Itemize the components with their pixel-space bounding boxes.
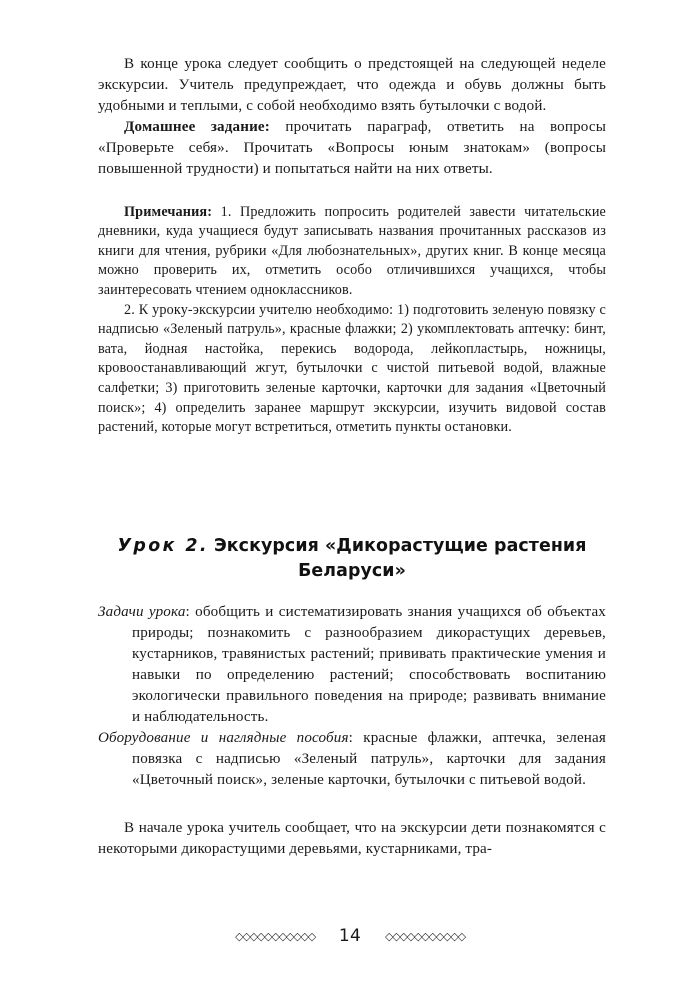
equipment-text: : красные флажки, аптечка, зеленая повязка с надписью «Зеленый патруль», карточки для задания «Цветочный поиск», зеленые карточки, бутылочки с питьевой водой. <box>132 730 606 789</box>
note-marker-2: 2. <box>124 301 135 318</box>
objectives-paragraph <box>98 602 606 729</box>
homework-label: Домашнее задание: <box>124 119 270 136</box>
closing-paragraph: В конце урока следует сообщить о предстоящей на следующей неделе экскурсии. Учитель предупреждает, что одежда и обувь должны быть удобными и теплыми, с собой необходимо взять бутылочки с водой. <box>98 56 606 115</box>
objectives-text: : обобщить и систематизировать знания учащихся об объектах природы; познакомить с разнообразием дикорастущих деревьев, кустарников, травянистых растений; прививать практические умения и навыки по определению растений; способствовать воспитанию экологически правильного поведения на природе; развивать внимание и наблюдательность. <box>132 603 606 726</box>
spacer <box>98 792 606 818</box>
note-item-2 <box>98 301 606 438</box>
objectives-label: Задачи урока <box>98 603 186 620</box>
note-item-1 <box>98 203 606 301</box>
note-marker-1: 1. <box>212 203 232 220</box>
spacer <box>98 181 606 189</box>
page-number: 14 <box>338 926 362 946</box>
lesson-heading <box>98 534 606 584</box>
notes-block <box>98 203 606 438</box>
page-footer <box>0 926 700 946</box>
homework-text: прочитать параграф, ответить на вопросы «Проверьте себя». Прочитать «Вопросы юным знатокам» (вопросы повышенной трудности) и попытаться найти на них ответы. <box>98 119 606 178</box>
note-text-2: К уроку-экскурсии учителю необходимо: 1) подготовить зеленую повязку с надписью «Зеленый патруль», красные флажки; 2) укомплектовать аптечку: бинт, вата, йодная настойка, перекись водорода, лейкопластырь, ножницы, кровоостанавливающий жгут, бутылочки с чистой питьевой водой, влажные салфетки; 3) приготовить зеленые карточки, карточки для задания «Цветочный поиск»; 4) определить заранее маршрут экскурсии, изучить видовой состав растений, которые могут встретиться, отметить пункты остановки. <box>98 301 606 436</box>
lesson-title: Экскурсия «Дикорастущие растения Беларуси» <box>213 535 587 581</box>
note-text-1: Предложить попросить родителей завести читательские дневники, куда учащиеся будут записывать названия прочитанных рассказов из книги для чтения, рубрики «Для любознательных», других книг. В конце месяца можно проверить их, отметить особо отличившихся учащихся, чтобы заинтересовать чтением одноклассников. <box>98 203 606 298</box>
section-spacer <box>98 438 606 534</box>
page-content <box>98 54 606 860</box>
equipment-paragraph <box>98 728 606 791</box>
equipment-label: Оборудование и наглядные пособия <box>98 730 349 747</box>
spacer <box>98 584 606 602</box>
intro-paragraph: В начале урока учитель сообщает, что на экскурсии дети познакомятся с некоторыми дикорастущими деревьями, кустарниками, тра- <box>98 819 606 857</box>
ornament-right-icon: ◇◇◇◇◇◇◇◇◇◇◇ <box>385 929 465 943</box>
homework-paragraph <box>98 117 606 180</box>
lesson-number: Урок 2. <box>117 535 209 556</box>
ornament-left-icon: ◇◇◇◇◇◇◇◇◇◇◇ <box>235 929 315 943</box>
notes-label: Примечания: <box>124 203 213 220</box>
